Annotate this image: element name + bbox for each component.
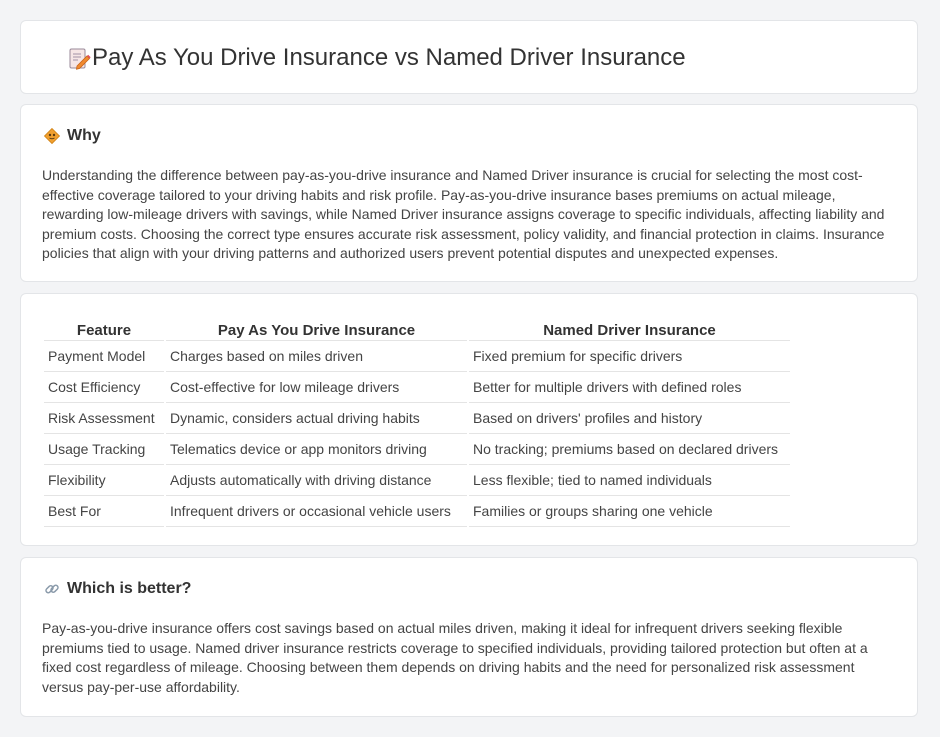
better-heading-row [43,580,191,598]
table-row [44,341,790,372]
why-heading: Why [67,127,101,144]
cell-pay-as-you-drive: Cost-effective for low mileage drivers [166,372,467,403]
comparison-table [42,314,792,527]
title-card [20,20,918,94]
comparison-section [20,293,918,546]
cell-feature: Payment Model [44,341,164,372]
cell-named-driver: Families or groups sharing one vehicle [469,496,790,527]
cell-feature: Cost Efficiency [44,372,164,403]
table-row [44,372,790,403]
link-icon [43,580,61,598]
why-section [20,104,918,282]
why-body: Understanding the difference between pay-as-you-drive insurance and Named Driver insurance is crucial for selecting the most cost-effective coverage tailored to your driving habits and risk profile. Pay-as-you-drive insurance bases premiums on actual mileage, rewarding low-mileage drivers with savings, while Named Driver insurance assigns coverage to specific individuals, affecting liability and premium costs. Choosing the correct type ensures accurate risk assessment, policy validity, and financial protection in claims. Insurance policies that align with your driving patterns and authorized users prevent potential disputes and unexpected expenses. [42,167,885,261]
header-pay-as-you-drive: Pay As You Drive Insurance [166,314,467,341]
better-body: Pay-as-you-drive insurance offers cost savings based on actual miles driven, making it ideal for infrequent drivers seeking flexible premiums tied to usage. Named driver insurance restricts coverage to specified individuals, providing tailored protection but often at a fixed cost regardless of mileage. Choosing between them depends on driving habits and the need for personalized risk assessment versus pay-per-use affordability. [42,620,868,695]
cell-named-driver: No tracking; premiums based on declared drivers [469,434,790,465]
cell-feature: Best For [44,496,164,527]
which-is-better-section [20,557,918,717]
why-heading-row [43,127,101,145]
cell-pay-as-you-drive: Telematics device or app monitors driving [166,434,467,465]
warning-diamond-icon [43,127,61,145]
cell-feature: Risk Assessment [44,403,164,434]
table-row [44,403,790,434]
table-row [44,434,790,465]
better-heading: Which is better? [67,580,192,597]
cell-feature: Usage Tracking [44,434,164,465]
cell-named-driver: Fixed premium for specific drivers [469,341,790,372]
table-row [44,465,790,496]
header-feature: Feature [44,314,164,341]
cell-named-driver: Better for multiple drivers with defined roles [469,372,790,403]
cell-pay-as-you-drive: Adjusts automatically with driving distance [166,465,467,496]
cell-named-driver: Less flexible; tied to named individuals [469,465,790,496]
cell-pay-as-you-drive: Charges based on miles driven [166,341,467,372]
cell-feature: Flexibility [44,465,164,496]
document-pen-icon [66,46,92,72]
cell-named-driver: Based on drivers' profiles and history [469,403,790,434]
header-named-driver: Named Driver Insurance [469,314,790,341]
cell-pay-as-you-drive: Infrequent drivers or occasional vehicle users [166,496,467,527]
table-header-row [44,314,790,341]
cell-pay-as-you-drive: Dynamic, considers actual driving habits [166,403,467,434]
page-title: Pay As You Drive Insurance vs Named Driver Insurance [92,44,686,71]
table-row [44,496,790,527]
